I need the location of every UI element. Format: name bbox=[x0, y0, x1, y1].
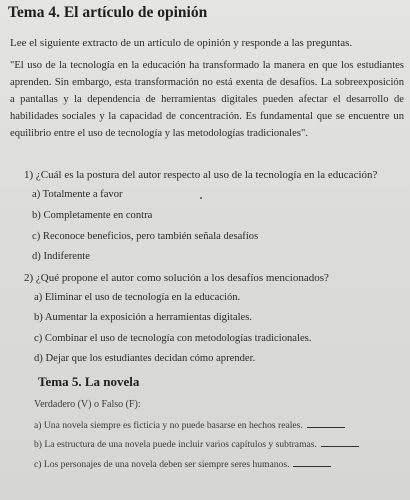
question-1-option-b: b) Completamente en contra bbox=[32, 210, 153, 221]
section-4-instructions: Lee el siguiente extracto de un artículo de opinión y responde a las preguntas. bbox=[10, 37, 353, 49]
question-1-option-c: c) Reconoce beneficios, pero también señala desafíos bbox=[32, 231, 259, 242]
true-false-statement-a: a) Una novela siempre es ficticia y no puede basarse en hechos reales. bbox=[34, 420, 303, 431]
question-1-option-a: a) Totalmente a favor bbox=[32, 189, 123, 200]
answer-blank-c[interactable] bbox=[293, 458, 331, 467]
question-2-option-c: c) Combinar el uso de tecnología con metodologías tradicionales. bbox=[34, 333, 312, 344]
section-5-title: Tema 5. La novela bbox=[38, 374, 140, 389]
true-false-item-c bbox=[34, 458, 331, 470]
question-2-option-a: a) Eliminar el uso de tecnología en la educación. bbox=[34, 292, 241, 303]
question-2-option-d: d) Dejar que los estudiantes decidan cómo aprender. bbox=[34, 353, 256, 364]
ink-speck bbox=[200, 197, 202, 199]
true-false-instructions: Verdadero (V) o Falso (F): bbox=[34, 399, 141, 410]
question-2: 2) ¿Qué propone el autor como solución a los desafíos mencionados? bbox=[24, 272, 329, 284]
true-false-item-a bbox=[34, 419, 345, 431]
section-4-title: Tema 4. El artículo de opinión bbox=[8, 4, 208, 21]
true-false-statement-b: b) La estructura de una novela puede incluir varios capítulos y subtramas. bbox=[34, 439, 317, 450]
answer-blank-b[interactable] bbox=[321, 438, 359, 447]
true-false-statement-c: c) Los personajes de una novela deben ser siempre seres humanos. bbox=[34, 459, 290, 470]
question-2-option-b: b) Aumentar la exposición a herramientas digitales. bbox=[34, 312, 252, 323]
answer-blank-a[interactable] bbox=[307, 419, 345, 428]
opinion-article-excerpt: "El uso de la tecnología en la educación ha transformado la manera en que los estudiantes aprenden. Sin embargo, esta transformación no está exenta de desafíos. La sobreexposición a pantallas y la dependencia de herramientas digitales pueden afectar el desarrollo de habilidades sociales y la capacidad de concentración. Es fundamental que se encuentre un equilibrio entre el uso de tecnología y las metodologías tradicionales". bbox=[10, 60, 404, 139]
question-1: 1) ¿Cuál es la postura del autor respecto al uso de la tecnología en la educación? bbox=[24, 169, 378, 181]
true-false-item-b bbox=[34, 438, 359, 450]
question-1-option-d: d) Indiferente bbox=[32, 251, 90, 262]
